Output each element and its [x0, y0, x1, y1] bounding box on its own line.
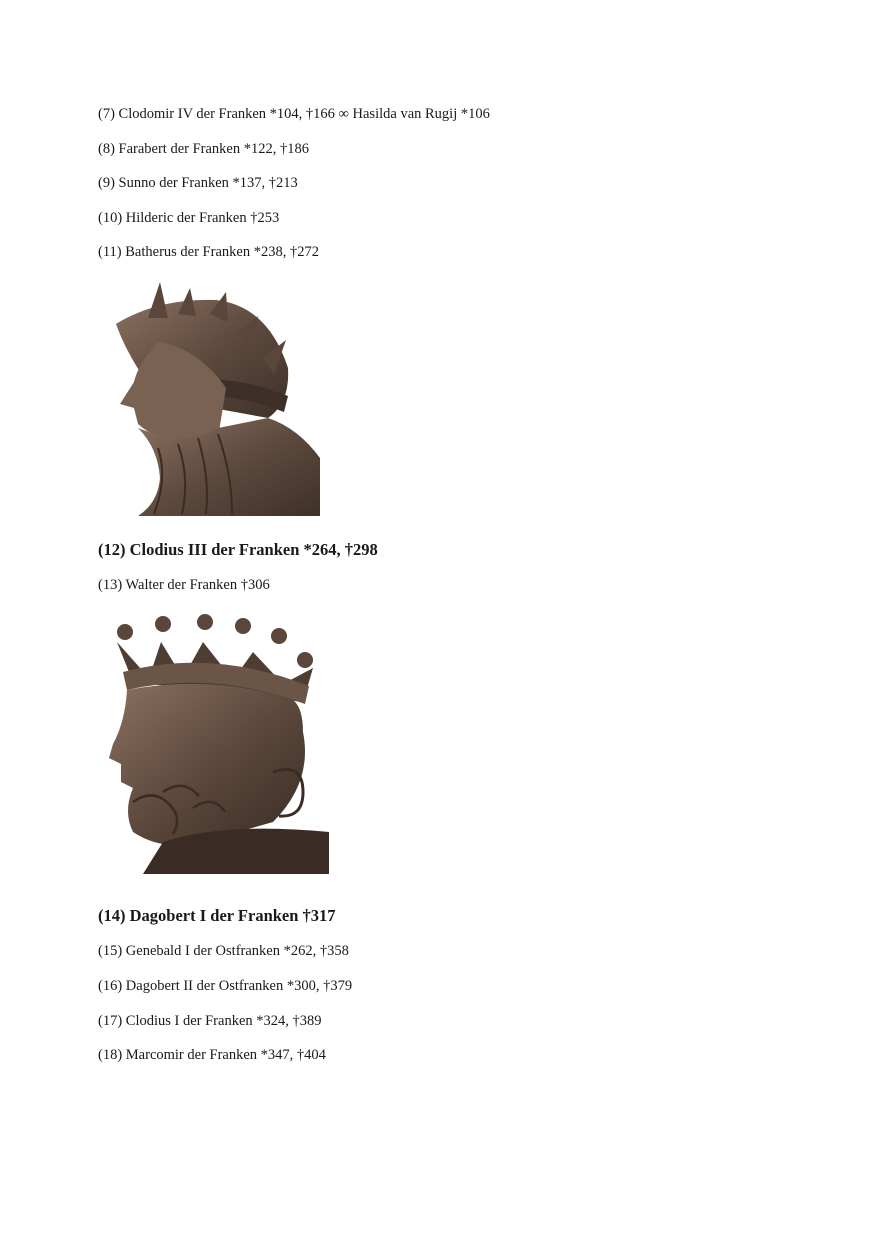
genealogy-entry: (18) Marcomir der Franken *347, †404	[98, 1047, 326, 1063]
genealogy-entry: (7) Clodomir IV der Franken *104, †166 ∞ Hasilda van Rugij *106	[98, 106, 490, 122]
genealogy-entry: (15) Genebald I der Ostfranken *262, †358	[98, 943, 349, 959]
portrait-dagobert-i	[103, 612, 329, 874]
genealogy-entry: (8) Farabert der Franken *122, †186	[98, 141, 309, 157]
genealogy-entry: (13) Walter der Franken †306	[98, 577, 270, 593]
genealogy-entry: (11) Batherus der Franken *238, †272	[98, 244, 319, 260]
genealogy-entry: (17) Clodius I der Franken *324, †389	[98, 1013, 322, 1029]
portrait-clodius-iii	[98, 278, 320, 516]
genealogy-entry: (16) Dagobert II der Ostfranken *300, †379	[98, 978, 353, 994]
genealogy-entry: (9) Sunno der Franken *137, †213	[98, 175, 298, 191]
genealogy-heading: (14) Dagobert I der Franken †317	[98, 906, 336, 925]
genealogy-entry: (10) Hilderic der Franken †253	[98, 210, 280, 226]
genealogy-heading: (12) Clodius III der Franken *264, †298	[98, 540, 378, 559]
